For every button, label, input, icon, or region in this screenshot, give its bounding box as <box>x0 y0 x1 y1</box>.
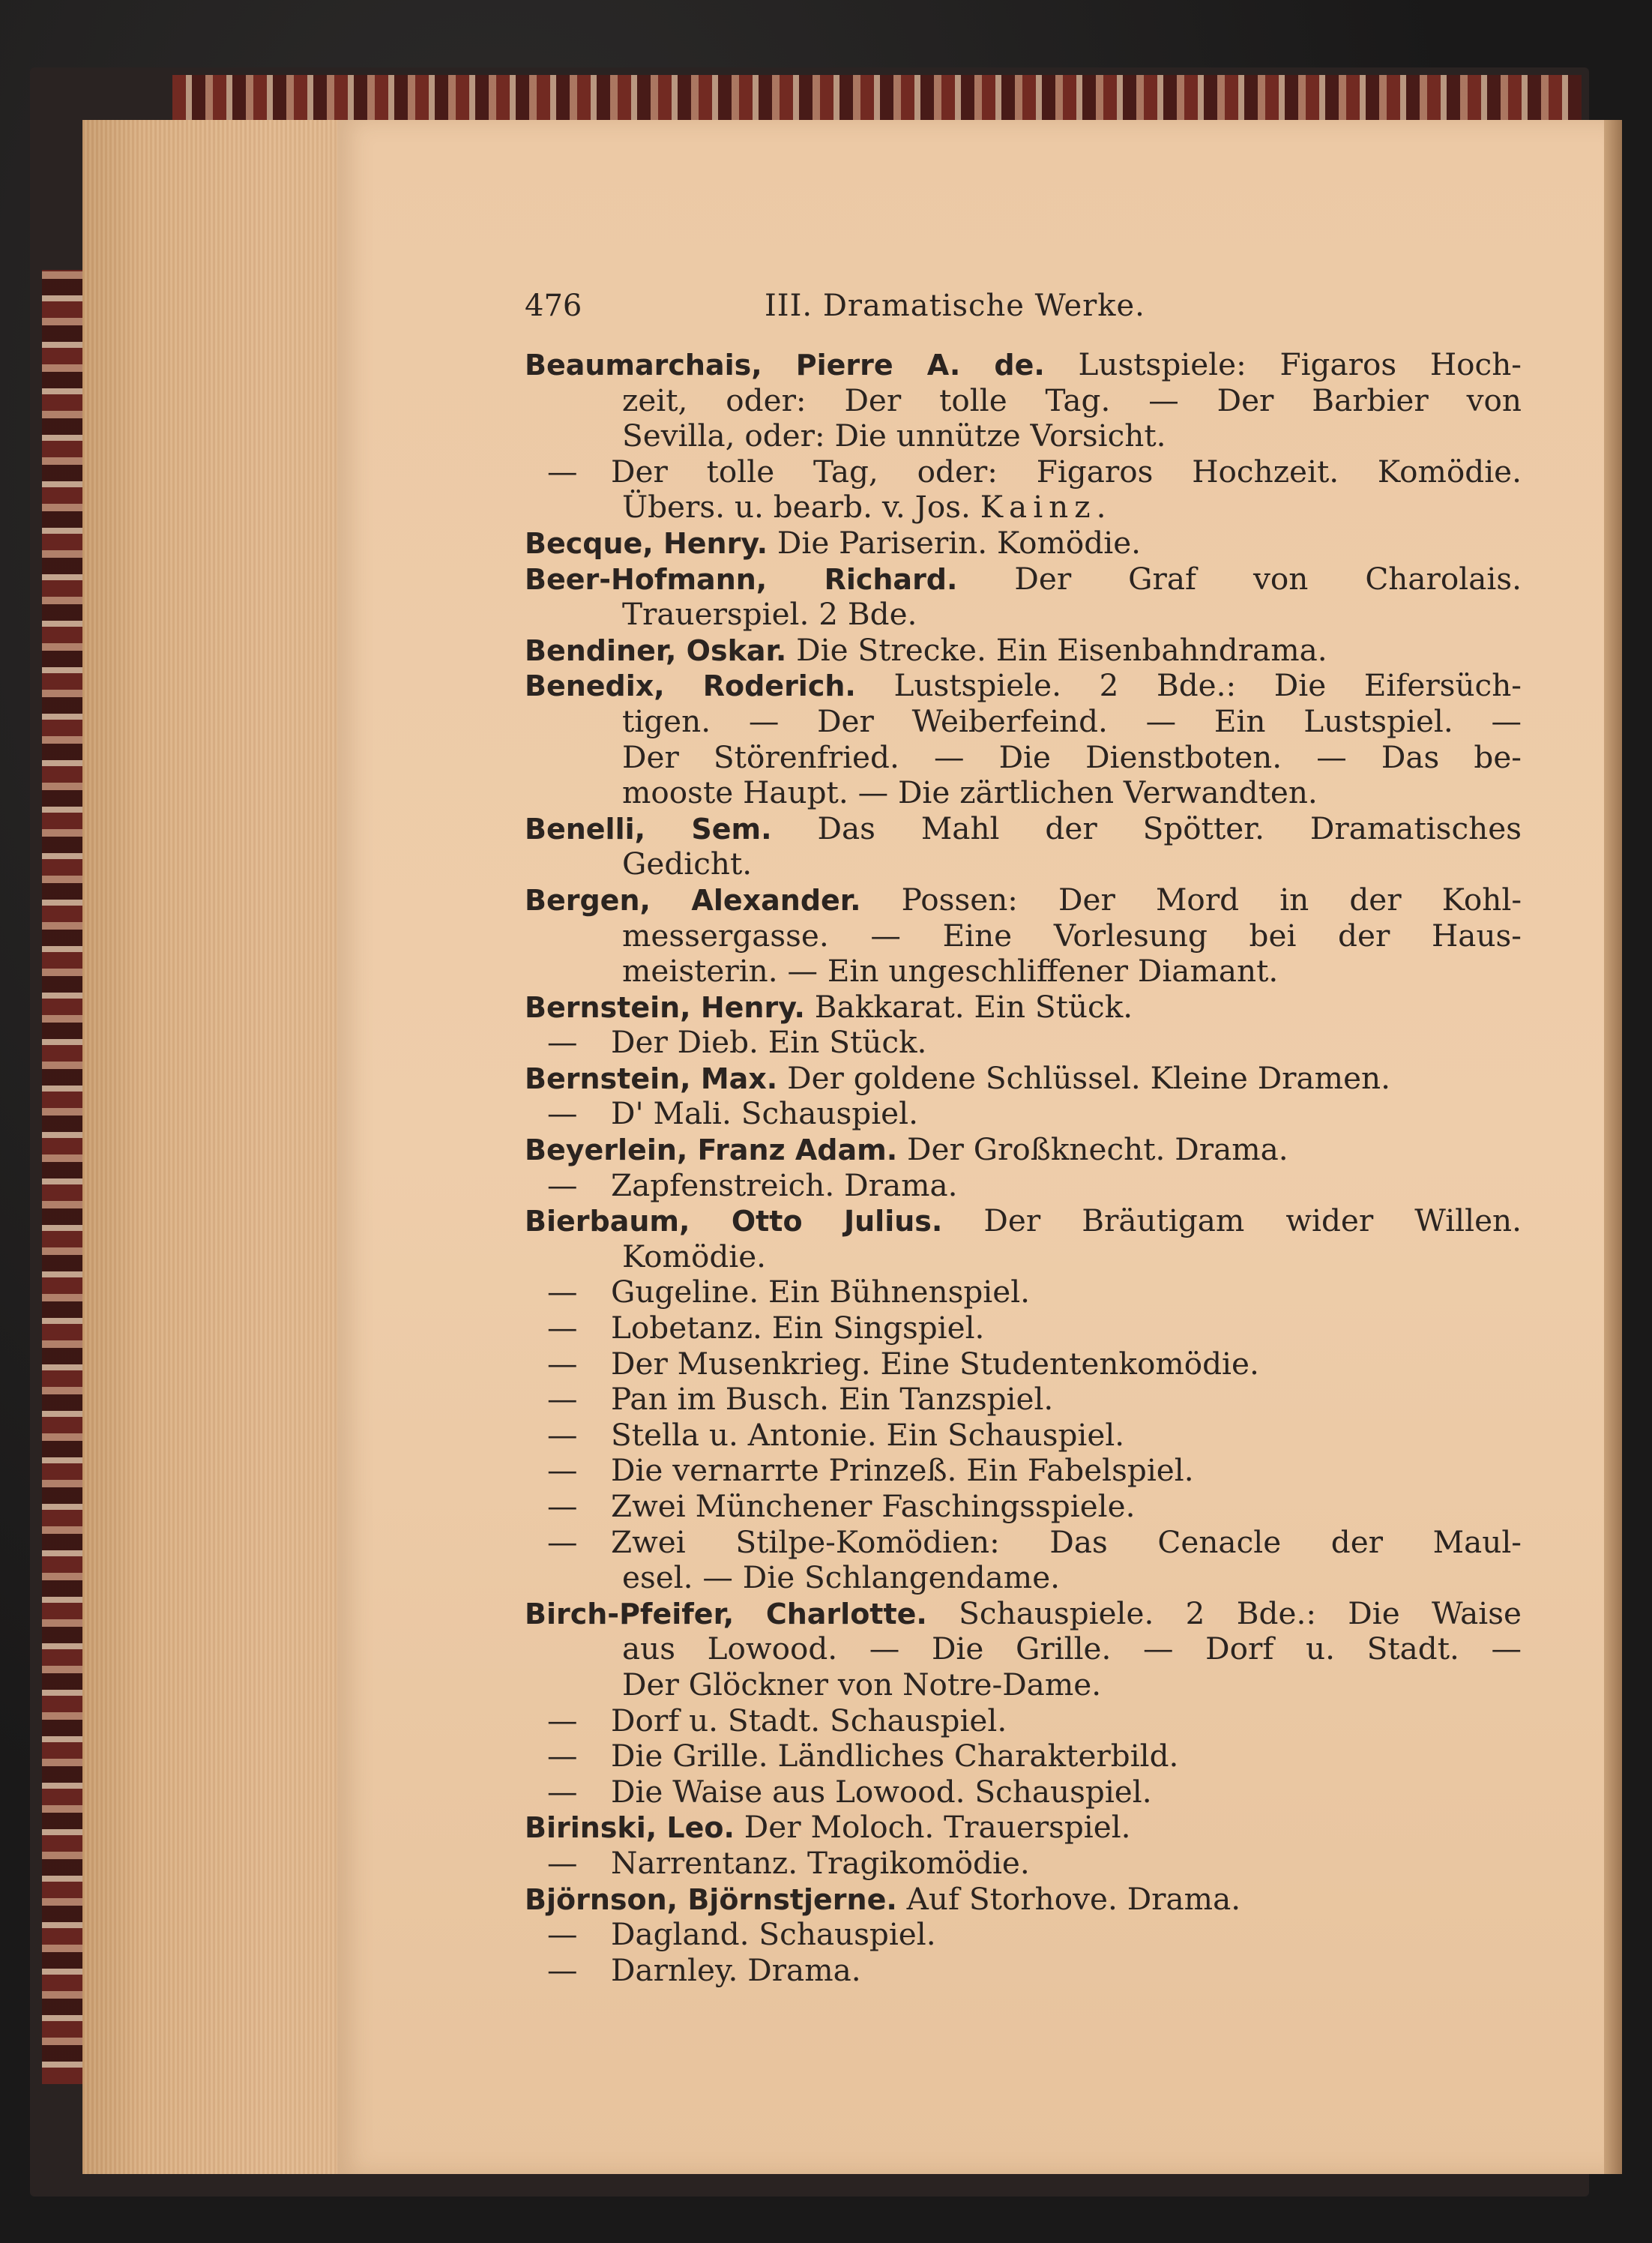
ditto-dash: — <box>547 1844 578 1881</box>
author-name: Birinski, Leo. <box>525 1811 735 1845</box>
entry-text: meisterin. — Ein ungeschliffener Diamant. <box>622 953 1279 990</box>
entry-line <box>525 990 1522 1026</box>
ditto-dash: — <box>547 1274 578 1310</box>
author-name: Beer-Hofmann, Richard. <box>525 562 958 596</box>
entry-line <box>525 1596 1522 1632</box>
entry-text: Der Graf von Charolais. <box>957 560 1522 597</box>
entry-text: . <box>1096 489 1106 526</box>
entry-line <box>525 1203 1522 1239</box>
entry-text: Schauspiele. 2 Bde.: Die Waise <box>926 1595 1522 1631</box>
entry-line <box>525 597 1522 633</box>
entry-text: Possen: Der Mord in der Kohl- <box>860 881 1522 918</box>
ditto-dash: — <box>547 1702 578 1738</box>
entry-line <box>525 454 1522 490</box>
entry-text: mooste Haupt. — Die zärtlichen Verwandten. <box>622 774 1318 811</box>
entry-line <box>525 1917 1522 1953</box>
entry-line <box>525 1631 1522 1667</box>
author-name: Benelli, Sem. <box>525 812 772 846</box>
entry-text: Bakkarat. Ein Stück. <box>804 988 1133 1025</box>
entry-text: Die Grille. Ländliches Charakterbild. <box>611 1738 1179 1774</box>
entry-line <box>525 918 1522 954</box>
entry-text: Die vernarrte Prinzeß. Ein Fabelspiel. <box>611 1452 1194 1489</box>
entry-line <box>525 633 1522 669</box>
entry-text: Die Strecke. Ein Eisenbahndrama. <box>786 631 1327 668</box>
entry-line <box>525 740 1522 776</box>
entry-line <box>525 1168 1522 1204</box>
entry-text: Der Glöckner von Notre-Dame. <box>622 1666 1102 1702</box>
entry-text: Das Mahl der Spötter. Dramatisches <box>771 810 1522 846</box>
author-name: Bierbaum, Otto Julius. <box>525 1205 943 1238</box>
entry-text: Übers. u. bearb. v. Jos. <box>622 489 980 526</box>
ditto-dash: — <box>547 1310 578 1346</box>
entry-text: Gedicht. <box>622 846 753 882</box>
entry-line <box>525 1025 1522 1061</box>
entry-text: Trauerspiel. 2 Bde. <box>622 596 917 633</box>
entry-text: Narrentanz. Tragikomödie. <box>611 1844 1030 1881</box>
entry-line <box>525 846 1522 882</box>
author-name: Bergen, Alexander. <box>525 883 861 917</box>
ditto-dash: — <box>547 1523 578 1560</box>
entry-line <box>525 1274 1522 1310</box>
entry-line <box>525 1489 1522 1525</box>
ditto-dash: — <box>547 1381 578 1418</box>
entry-text: Der Störenfried. — Die Dienstboten. — Das be- <box>622 738 1522 775</box>
author-name: Benedix, Roderich. <box>525 669 856 703</box>
ditto-dash: — <box>547 1345 578 1382</box>
entry-text: Der Dieb. Ein Stück. <box>611 1024 927 1061</box>
author-name: Beaumarchais, Pierre A. de. <box>525 349 1045 382</box>
entry-line <box>525 704 1522 740</box>
entry-text: Der Bräutigam wider Willen. <box>942 1202 1522 1239</box>
entry-line <box>525 1810 1522 1846</box>
entry-text: Stella u. Antonie. Ein Schauspiel. <box>611 1416 1125 1453</box>
ditto-dash: — <box>547 1095 578 1132</box>
ditto-dash: — <box>547 1773 578 1810</box>
entry-text: Dorf u. Stadt. Schauspiel. <box>611 1702 1007 1738</box>
entry-line <box>525 1239 1522 1275</box>
running-head: III. Dramatische Werke. <box>765 289 1145 323</box>
author-name: Bernstein, Henry. <box>525 990 805 1024</box>
page-text <box>525 289 1522 1988</box>
ditto-dash: — <box>547 1738 578 1774</box>
entry-text: Pan im Busch. Ein Tanzspiel. <box>611 1381 1054 1418</box>
entry-line <box>525 668 1522 704</box>
bibliography-entries <box>525 347 1522 1988</box>
author-name: Birch-Pfeifer, Charlotte. <box>525 1597 927 1631</box>
ditto-dash: — <box>547 1951 578 1988</box>
entry-line <box>525 1846 1522 1882</box>
entry-line <box>525 1667 1522 1703</box>
entry-text: Lobetanz. Ein Singspiel. <box>611 1310 985 1346</box>
entry-line <box>525 1310 1522 1346</box>
entry-text: aus Lowood. — Die Grille. — Dorf u. Stadt. — <box>622 1631 1522 1667</box>
author-name: Becque, Henry. <box>525 526 768 560</box>
author-name: Beyerlein, Franz Adam. <box>525 1133 898 1167</box>
entry-text: Der Moloch. Trauerspiel. <box>734 1809 1131 1846</box>
entry-text: Komödie. <box>622 1238 767 1274</box>
entry-line <box>525 954 1522 990</box>
ditto-dash: — <box>547 1916 578 1953</box>
entry-text: Der goldene Schlüssel. Kleine Dramen. <box>777 1059 1391 1096</box>
entry-text: Der tolle Tag, oder: Figaros Hochzeit. Komödie. <box>611 453 1522 490</box>
entry-line <box>525 490 1522 526</box>
entry-line <box>525 1525 1522 1561</box>
author-name: Bernstein, Max. <box>525 1062 778 1095</box>
entry-text: messergasse. — Eine Vorlesung bei der Haus- <box>622 917 1522 954</box>
entry-text: Zapfenstreich. Drama. <box>611 1166 958 1203</box>
entry-text: Sevilla, oder: Die unnütze Vorsicht. <box>622 418 1166 454</box>
entry-line <box>525 1096 1522 1132</box>
entry-line <box>525 1061 1522 1097</box>
ditto-dash: — <box>547 1024 578 1061</box>
page-stack-edges <box>82 120 337 2174</box>
entry-text-spaced: Kainz <box>980 489 1097 526</box>
entry-line <box>525 1703 1522 1739</box>
entry-line <box>525 1560 1522 1596</box>
entry-text: Die Waise aus Lowood. Schauspiel. <box>611 1773 1152 1810</box>
entry-text: esel. — Die Schlangendame. <box>622 1559 1061 1596</box>
entry-text: Zwei Münchener Faschingsspiele. <box>611 1488 1136 1524</box>
entry-text: Gugeline. Ein Bühnenspiel. <box>611 1274 1031 1310</box>
entry-text: Der Musenkrieg. Eine Studentenkomödie. <box>611 1345 1259 1382</box>
page-header <box>525 289 1522 334</box>
entry-line <box>525 1738 1522 1774</box>
page-gutter <box>1604 120 1622 2174</box>
entry-line <box>525 1953 1522 1989</box>
ditto-dash: — <box>547 1452 578 1489</box>
entry-text: Zwei Stilpe-Komödien: Das Cenacle der Maul- <box>611 1523 1522 1560</box>
author-name: Bendiner, Oskar. <box>525 633 787 667</box>
entry-text: Der Großknecht. Drama. <box>897 1131 1288 1168</box>
entry-line <box>525 1346 1522 1382</box>
ditto-dash: — <box>547 1488 578 1524</box>
entry-line <box>525 1882 1522 1918</box>
ditto-dash: — <box>547 453 578 490</box>
entry-line <box>525 1774 1522 1810</box>
ditto-dash: — <box>547 1416 578 1453</box>
entry-text: tigen. — Der Weiberfeind. — Ein Lustspiel. — <box>622 702 1522 739</box>
page-number: 476 <box>525 289 582 323</box>
entry-text: D' Mali. Schauspiel. <box>611 1095 918 1132</box>
entry-text: Darnley. Drama. <box>611 1951 861 1988</box>
entry-text: Lustspiele. 2 Bde.: Die Eifersüch- <box>855 667 1522 704</box>
entry-text: Dagland. Schauspiel. <box>611 1916 936 1953</box>
entry-line <box>525 882 1522 918</box>
entry-line <box>525 811 1522 847</box>
entry-text: Die Pariserin. Komödie. <box>768 524 1142 561</box>
entry-line <box>525 1382 1522 1418</box>
entry-text: zeit, oder: Der tolle Tag. — Der Barbier von <box>622 382 1522 418</box>
entry-text: Lustspiele: Figaros Hoch- <box>1044 346 1522 382</box>
entry-text: Auf Storhove. Drama. <box>896 1880 1241 1917</box>
entry-line <box>525 1418 1522 1454</box>
entry-line <box>525 1132 1522 1168</box>
entry-line <box>525 561 1522 597</box>
entry-line <box>525 775 1522 811</box>
entry-line <box>525 347 1522 383</box>
entry-line <box>525 418 1522 454</box>
entry-line <box>525 526 1522 561</box>
entry-line <box>525 1453 1522 1489</box>
marbled-edge-left <box>42 270 87 2084</box>
entry-line <box>525 383 1522 419</box>
ditto-dash: — <box>547 1166 578 1203</box>
author-name: Björnson, Björnstjerne. <box>525 1882 897 1916</box>
